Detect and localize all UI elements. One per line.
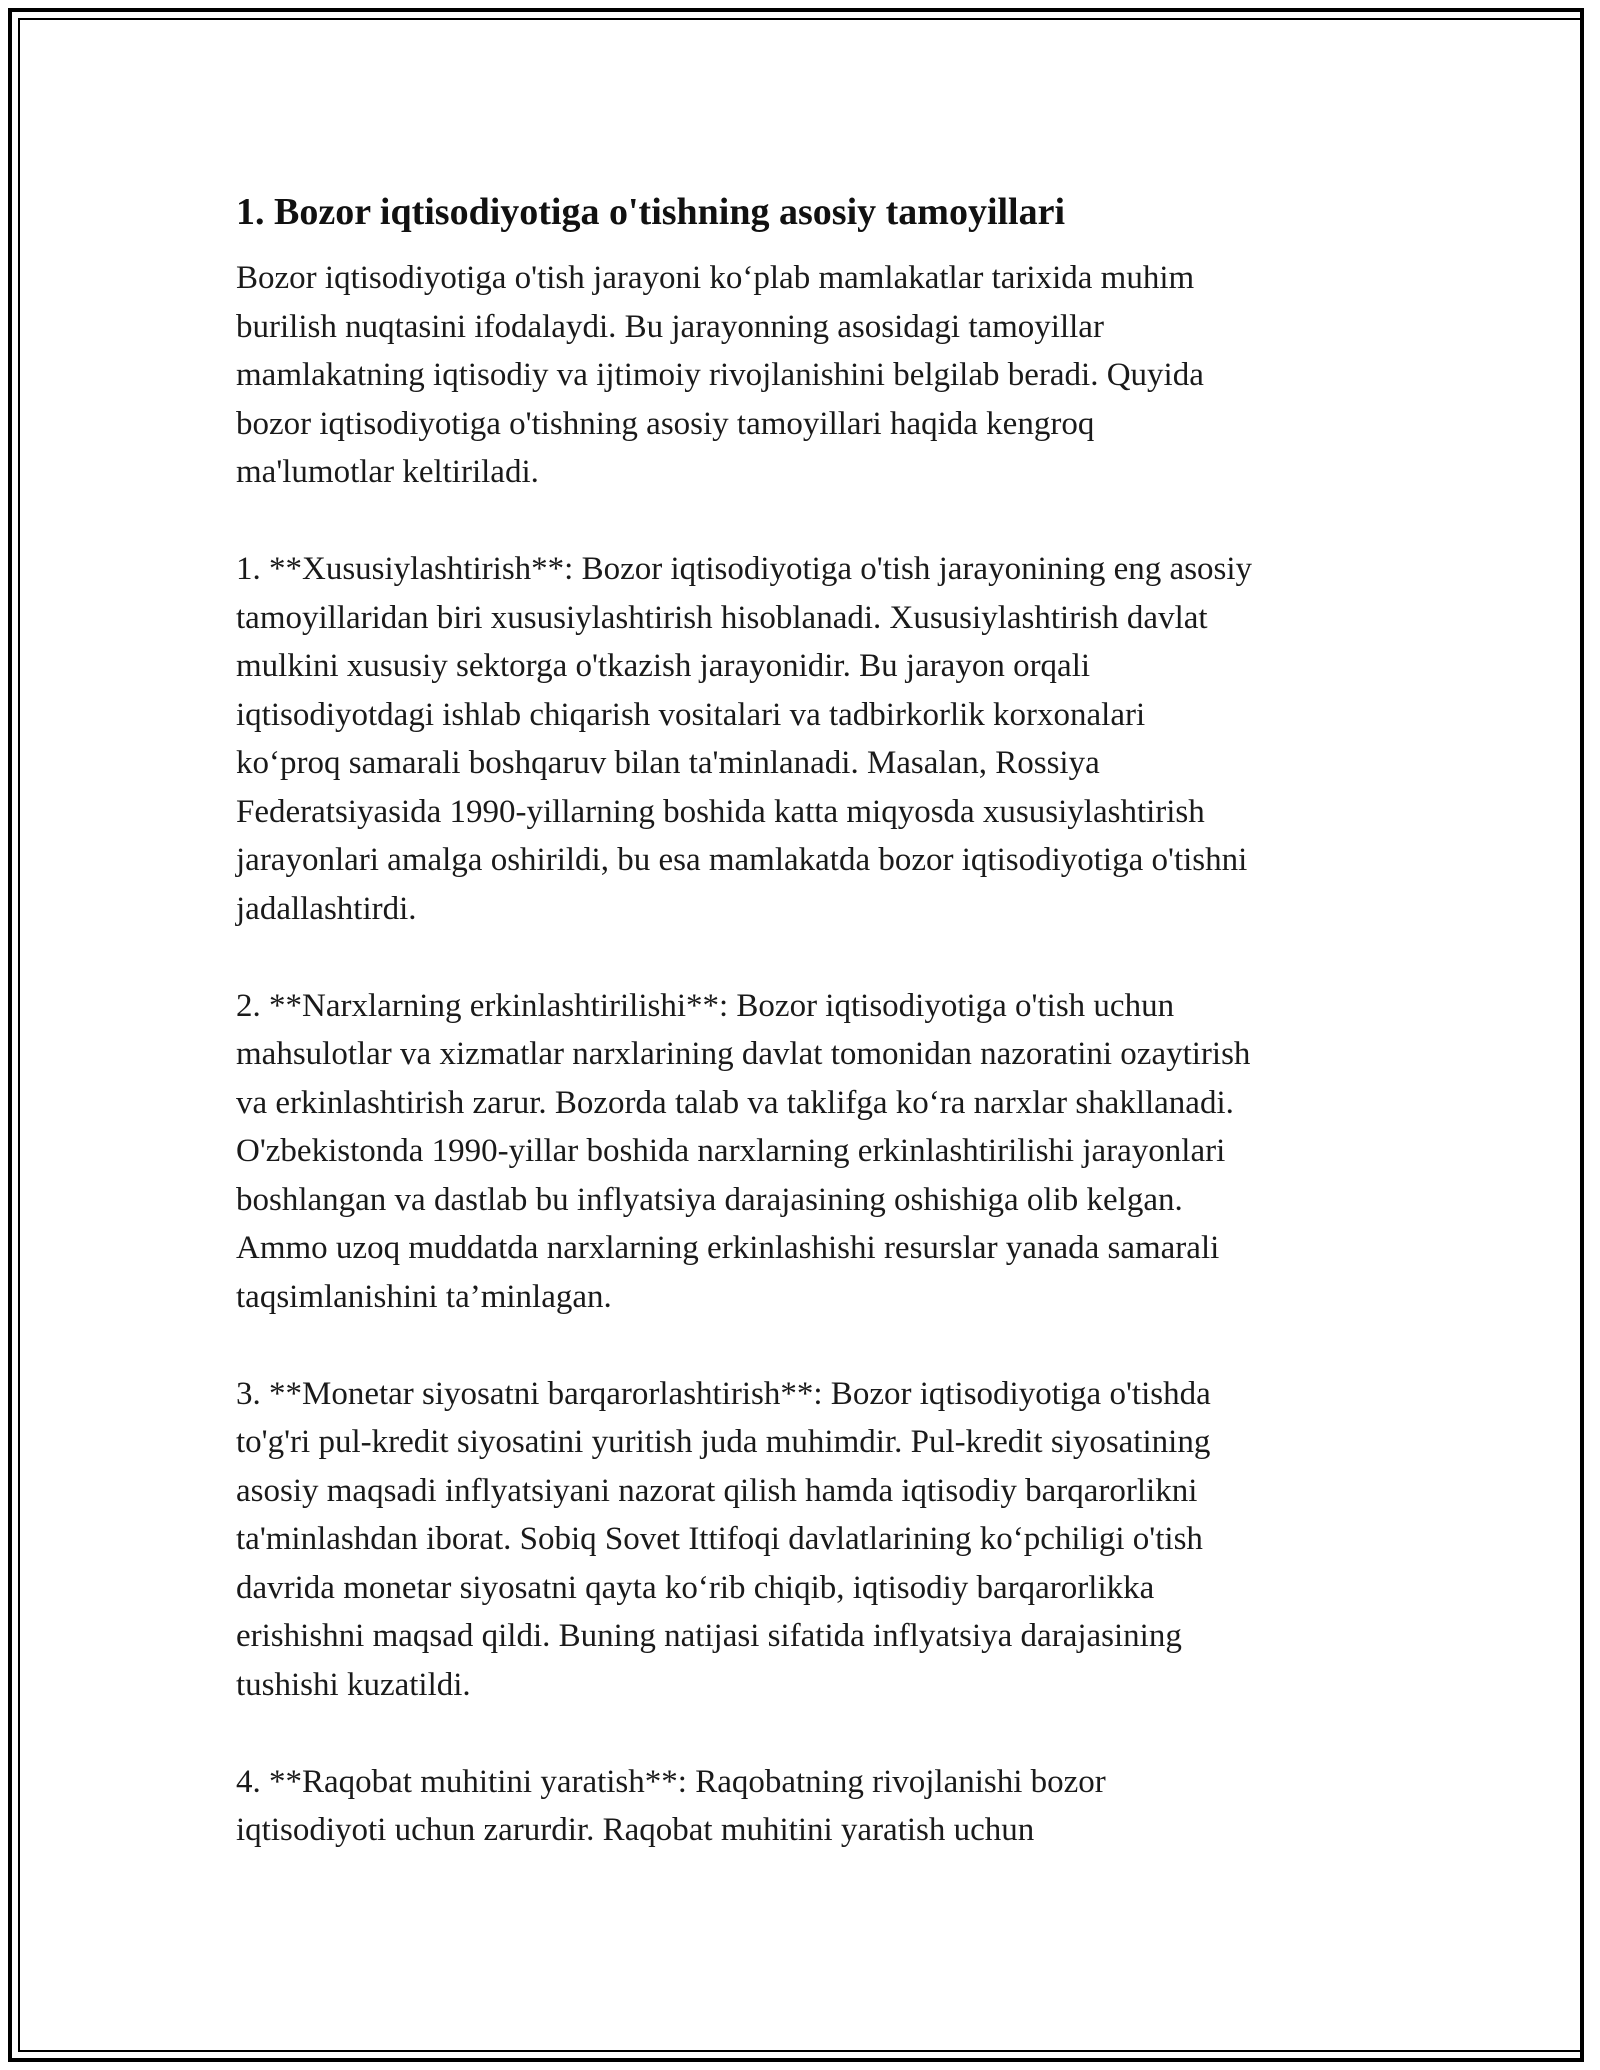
text-line: O'zbekistonda 1990-yillar boshida narxlarning erkinlashtirilishi jarayonlari <box>236 1133 1226 1169</box>
text-line: Federatsiyasida 1990-yillarning boshida katta miqyosda xususiylashtirish <box>236 793 1205 830</box>
text-line: tushishi kuzatildi. <box>236 1666 471 1703</box>
text-line: mamlakatning iqtisodiy va ijtimoiy rivojlanishini belgilab beradi. Quyida <box>236 357 1204 393</box>
text-line: tamoyillaridan biri xususiylashtirish hisoblanadi. Xususiylashtirish davlat <box>236 599 1208 636</box>
text-line: va erkinlashtirish zarur. Bozorda talab va taklifga ko‘ra narxlar shakllanadi. <box>236 1084 1234 1121</box>
principle-paragraph-2 <box>236 982 1376 1322</box>
text-line: burilish nuqtasini ifodalaydi. Bu jarayonning asosidagi tamoyillar <box>236 308 1104 345</box>
text-line: ko‘proq samarali boshqaruv bilan ta'minlanadi. Masalan, Rossiya <box>236 745 1100 781</box>
text-line: 4. **Raqobat muhitini yaratish**: Raqobatning rivojlanishi bozor <box>236 1763 1106 1800</box>
text-line: jadallashtirdi. <box>236 890 417 927</box>
text-line: Ammo uzoq muddatda narxlarning erkinlashishi resurslar yanada samarali <box>236 1230 1220 1266</box>
text-line: bozor iqtisodiyotiga o'tishning asosiy tamoyillari haqida kengroq <box>236 405 1095 442</box>
principle-paragraph-3 <box>236 1370 1376 1710</box>
text-line: iqtisodiyotdagi ishlab chiqarish vositalari va tadbirkorlik korxonalari <box>236 696 1146 733</box>
text-line: ma'lumotlar keltiriladi. <box>236 454 539 490</box>
text-line: boshlangan va dastlab bu inflyatsiya darajasining oshishiga olib kelgan. <box>236 1181 1183 1218</box>
text-line: ta'minlashdan iborat. Sobiq Sovet Ittifoqi davlatlarining ko‘pchiligi o'tish <box>236 1521 1203 1557</box>
section-heading: 1. Bozor iqtisodiyotiga o'tishning asosiy tamoyillari <box>236 191 1066 233</box>
principle-paragraph-1 <box>236 545 1376 933</box>
text-line: asosiy maqsadi inflyatsiyani nazorat qilish hamda iqtisodiy barqarorlikni <box>236 1472 1198 1509</box>
text-line: 1. **Xususiylashtirish**: Bozor iqtisodiyotiga o'tish jarayonining eng asosiy <box>236 551 1253 587</box>
principle-paragraph-4 <box>236 1758 1376 1855</box>
text-line: mulkini xususiy sektorga o'tkazish jarayonidir. Bu jarayon orqali <box>236 648 1091 684</box>
text-line: Bozor iqtisodiyotiga o'tish jarayoni ko‘plab mamlakatlar tarixida muhim <box>236 260 1195 296</box>
text-line: jarayonlari amalga oshirildi, bu esa mamlakatda bozor iqtisodiyotiga o'tishni <box>236 842 1248 878</box>
text-line: mahsulotlar va xizmatlar narxlarining davlat tomonidan nazoratini ozaytirish <box>236 1036 1251 1072</box>
text-line: taqsimlanishini ta’minlagan. <box>236 1278 612 1315</box>
text-line: erishishni maqsad qildi. Buning natijasi sifatida inflyatsiya darajasining <box>236 1618 1182 1654</box>
text-line: to'g'ri pul-kredit siyosatini yuritish juda muhimdir. Pul-kredit siyosatining <box>236 1424 1211 1460</box>
text-line: 3. **Monetar siyosatni barqarorlashtirish**: Bozor iqtisodiyotiga o'tishda <box>236 1375 1211 1412</box>
text-line: 2. **Narxlarning erkinlashtirilishi**: Bozor iqtisodiyotiga o'tish uchun <box>236 987 1175 1024</box>
text-line: davrida monetar siyosatni qayta ko‘rib chiqib, iqtisodiy barqarorlikka <box>236 1569 1155 1606</box>
document-body <box>236 186 1376 1903</box>
text-line: iqtisodiyoti uchun zarurdir. Raqobat muhitini yaratish uchun <box>236 1812 1035 1848</box>
intro-paragraph <box>236 254 1376 497</box>
